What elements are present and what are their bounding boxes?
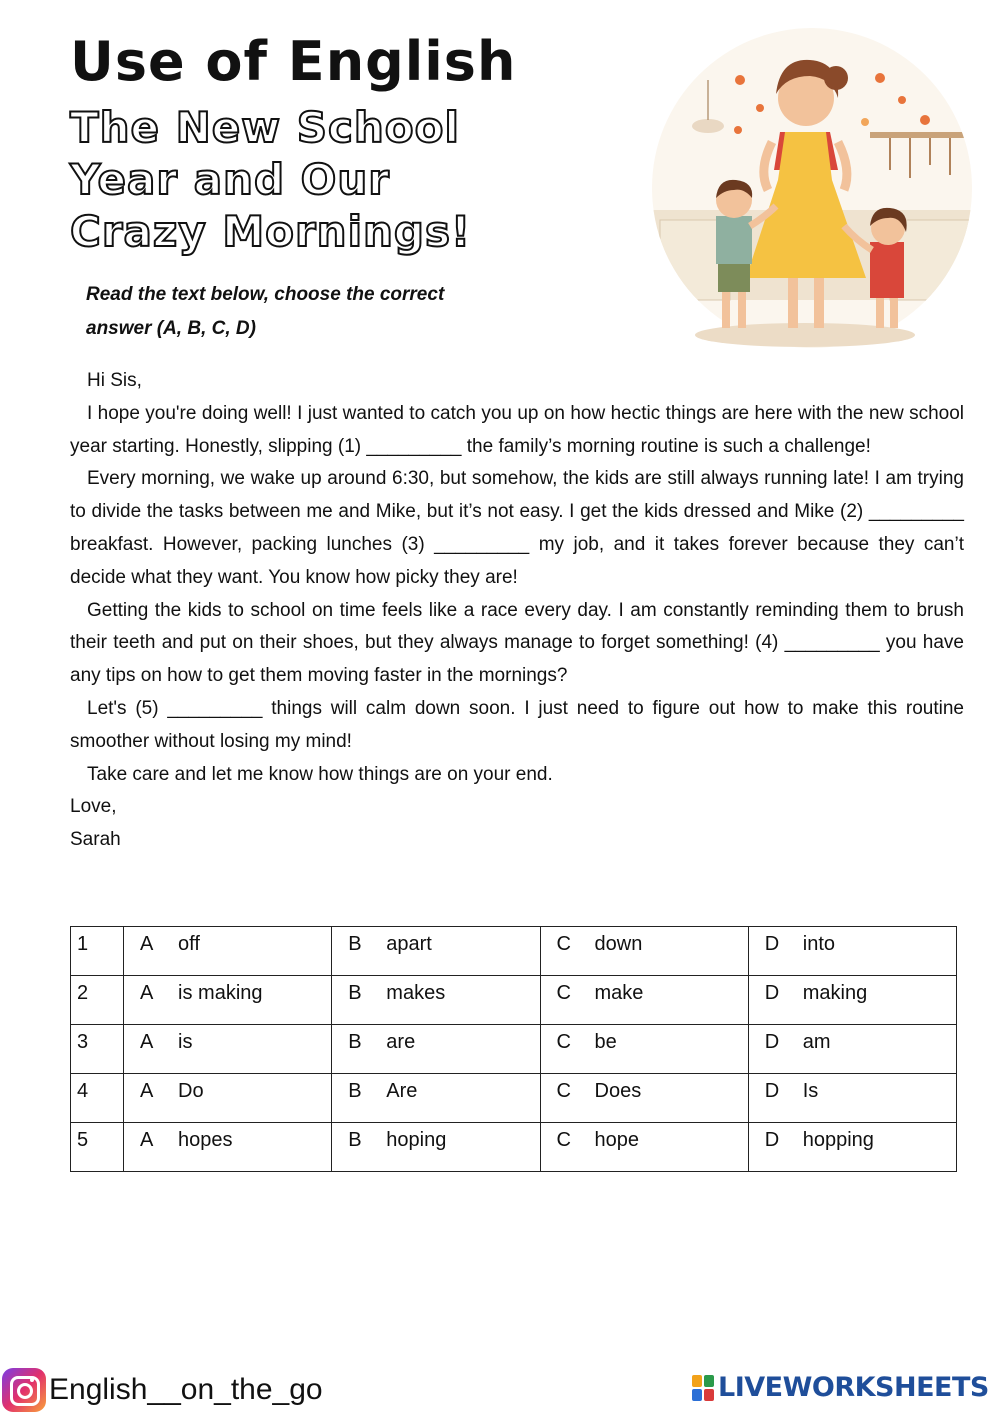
answer-option[interactable]	[332, 927, 540, 976]
option-text: hopes	[178, 1129, 233, 1151]
answer-options-table	[70, 926, 957, 1172]
option-letter: B	[348, 933, 362, 955]
option-text: am	[802, 1031, 831, 1053]
option-letter: A	[140, 1080, 154, 1102]
table-row	[71, 1074, 957, 1123]
option-text: off	[178, 933, 200, 955]
letter-closing: Love,	[70, 796, 117, 818]
answer-option[interactable]	[748, 1025, 956, 1074]
answer-option[interactable]	[124, 1123, 332, 1172]
option-letter: A	[140, 982, 154, 1004]
option-text: Do	[178, 1080, 204, 1102]
option-letter: D	[764, 933, 780, 955]
option-letter: C	[556, 1129, 571, 1151]
answer-option[interactable]	[332, 976, 540, 1025]
option-letter: A	[140, 1031, 154, 1053]
table-row	[71, 1123, 957, 1172]
table-row	[71, 1025, 957, 1074]
option-text: is making	[178, 982, 263, 1004]
worksheet-title: Use of English	[70, 30, 517, 93]
question-number: 3	[71, 1025, 124, 1074]
answer-option[interactable]	[748, 1074, 956, 1123]
table-row	[71, 976, 957, 1025]
question-number: 4	[71, 1074, 124, 1123]
option-letter: C	[556, 1031, 571, 1053]
option-text: into	[802, 933, 835, 955]
option-text: hopping	[802, 1129, 874, 1151]
option-letter: A	[140, 933, 154, 955]
option-letter: D	[764, 1031, 780, 1053]
instructions-line: answer (A, B, C, D)	[86, 318, 256, 339]
subtitle-line: Year and Our	[70, 155, 390, 204]
answer-option[interactable]	[748, 976, 956, 1025]
answer-option[interactable]	[332, 1074, 540, 1123]
option-letter: C	[556, 1080, 571, 1102]
question-number: 2	[71, 976, 124, 1025]
option-text: hope	[594, 1129, 640, 1151]
option-letter: D	[764, 982, 780, 1004]
option-text: making	[802, 982, 868, 1004]
question-number: 5	[71, 1123, 124, 1172]
answer-option[interactable]	[540, 976, 748, 1025]
letter-paragraph: Every morning, we wake up around 6:30, but somehow, the kids are still always running late! I am trying to divide the tasks between me and Mike, but it’s not easy. I get the kids dressed and Mike (2) _________ breakfast. However, packing lunches (3) _________ my job, and it takes forever because they can’t decide what they want. You know how picky they are!	[70, 468, 964, 588]
letter-paragraph: Take care and let me know how things are on your end.	[87, 763, 553, 785]
answer-option[interactable]	[748, 927, 956, 976]
letter-greeting: Hi Sis,	[87, 370, 142, 391]
option-letter: C	[556, 933, 571, 955]
option-text: are	[386, 1031, 416, 1053]
instagram-handle: English__on_the_go	[49, 1373, 323, 1406]
option-letter: D	[764, 1080, 780, 1102]
instagram-credit[interactable]	[2, 1368, 323, 1412]
letter-paragraph: Let's (5) _________ things will calm down soon. I just need to figure out how to make this routine smoother without losing my mind!	[70, 697, 964, 752]
option-letter: B	[348, 982, 362, 1004]
option-letter: B	[348, 1129, 362, 1151]
option-text: apart	[386, 933, 432, 955]
answer-option[interactable]	[540, 1025, 748, 1074]
answer-option[interactable]	[748, 1123, 956, 1172]
subtitle-line: Crazy Mornings!	[70, 207, 472, 256]
table-row	[71, 927, 957, 976]
option-text: make	[594, 982, 644, 1004]
option-text: down	[594, 933, 643, 955]
mother-and-children-illustration	[640, 20, 980, 360]
option-text: is	[178, 1031, 193, 1053]
option-text: Are	[386, 1080, 418, 1102]
option-letter: B	[348, 1031, 362, 1053]
answer-option[interactable]	[124, 927, 332, 976]
worksheet-subtitle	[70, 102, 540, 258]
option-text: Is	[802, 1080, 819, 1102]
answer-option[interactable]	[332, 1025, 540, 1074]
liveworksheets-logo[interactable]	[692, 1372, 989, 1403]
instructions-line: Read the text below, choose the correct	[86, 284, 445, 305]
answer-option[interactable]	[124, 1025, 332, 1074]
question-number: 1	[71, 927, 124, 976]
answer-option[interactable]	[124, 1074, 332, 1123]
answer-option[interactable]	[540, 1074, 748, 1123]
option-letter: A	[140, 1129, 154, 1151]
liveworksheets-mark-icon	[692, 1375, 714, 1401]
letter-paragraph: Getting the kids to school on time feels like a race every day. I am constantly reminding them to brush their teeth and put on their shoes, but they always manage to forget something! (4) _________ you have any tips on how to get them moving faster in the mornings?	[70, 599, 964, 687]
answer-option[interactable]	[332, 1123, 540, 1172]
letter-text	[70, 365, 964, 857]
liveworksheets-brand: LIVEWORKSHEETS	[718, 1372, 989, 1403]
answer-option[interactable]	[540, 1123, 748, 1172]
instructions	[86, 278, 506, 346]
option-text: hoping	[386, 1129, 447, 1151]
option-text: makes	[386, 982, 446, 1004]
answer-option[interactable]	[540, 927, 748, 976]
subtitle-line: The New School	[70, 103, 460, 152]
instagram-icon	[2, 1368, 46, 1412]
option-letter: C	[556, 982, 571, 1004]
option-text: Does	[594, 1080, 642, 1102]
option-letter: D	[764, 1129, 780, 1151]
letter-paragraph: I hope you're doing well! I just wanted to catch you up on how hectic things are here with the new school year starting. Honestly, slipping (1) _________ the family’s morning routine is such a challenge!	[70, 402, 964, 457]
option-letter: B	[348, 1080, 362, 1102]
letter-signature: Sarah	[70, 829, 121, 851]
answer-option[interactable]	[124, 976, 332, 1025]
option-text: be	[594, 1031, 617, 1053]
